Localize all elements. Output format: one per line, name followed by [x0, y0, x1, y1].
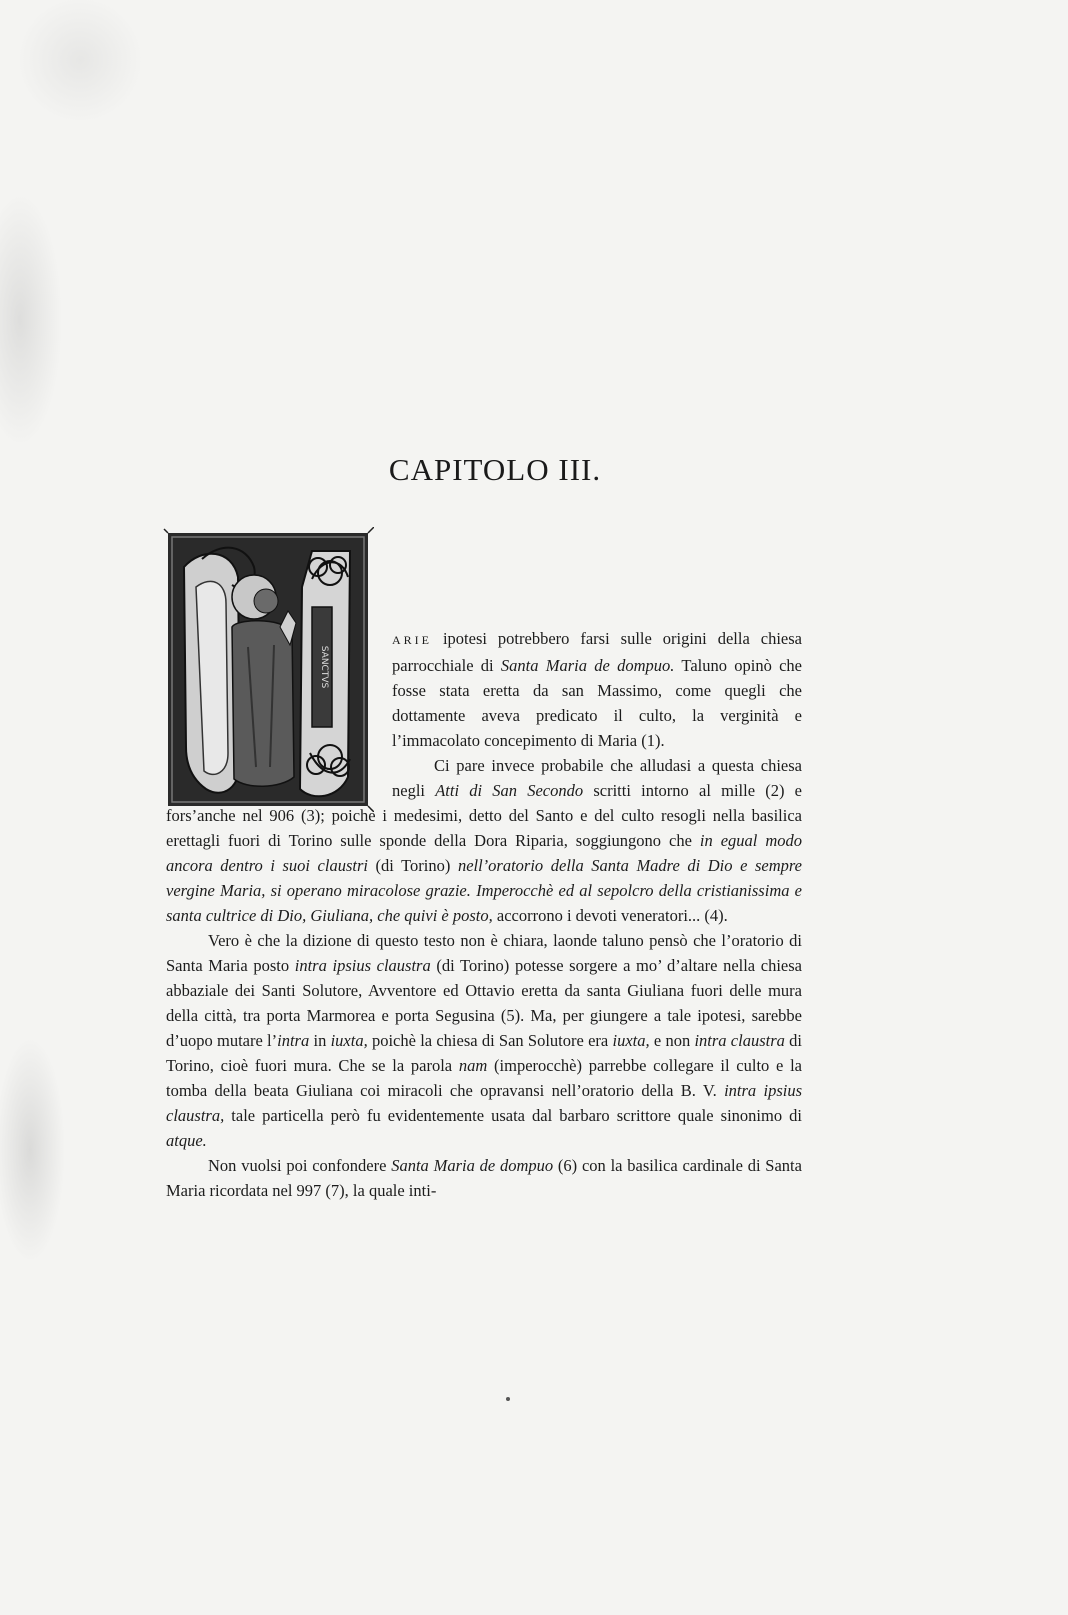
- paragraph: [166, 1153, 802, 1203]
- text-run: di Torino, cioè fuori mura. Che se la parola: [166, 1031, 802, 1075]
- body-text: [166, 626, 802, 1203]
- text-run: poichè la chiesa di San Solutore era: [367, 1031, 613, 1050]
- italic-text: Santa Maria de dompuo: [391, 1156, 554, 1175]
- text-run: Ci pare invece probabile che alludasi a questa chiesa negli: [392, 756, 802, 800]
- chapter-title: CAPITOLO III.: [388, 452, 602, 487]
- italic-text: iuxta,: [330, 1031, 368, 1050]
- italic-text: Santa Maria de dompuo.: [500, 656, 675, 675]
- text-run: tale particella però fu evidentemente usata dal barbaro scrittore quale sinonimo di: [224, 1106, 802, 1125]
- paragraph: [166, 928, 802, 1153]
- text-run: in: [309, 1031, 331, 1050]
- text-run: (di Torino): [367, 856, 458, 875]
- italic-text: nam: [458, 1056, 488, 1075]
- page-speck: [506, 1397, 510, 1401]
- text-run: (di Torino) potesse sorgere a mo’ d’altare nella chiesa abbaziale dei Santi Solutore, Avventore ed Ottavio eretta da santa Giuliana fuori delle mura della città, tra porta Marmorea e porta Segusina (5). Ma, per giungere a tale ipotesi, sarebbe d’uopo mutare l’: [166, 956, 803, 1050]
- italic-text: intra claustra: [694, 1031, 785, 1050]
- text-run: e non: [649, 1031, 695, 1050]
- small-caps-text: ARIE: [392, 633, 432, 647]
- italic-text: iuxta,: [612, 1031, 650, 1050]
- text-run: accorrono i devoti veneratori... (4).: [492, 906, 728, 925]
- text-run: Vero è che la dizione di questo testo non è chiara, laonde taluno pensò che l’oratorio di Santa Maria posto: [166, 931, 802, 975]
- text-run: scritti intorno al mille (2) e fors’anche nel 906 (3); poichè i medesimi, detto del Santo e del culto resogli nella basilica erettagli fuori di Torino sulle sponde della Dora Riparia, soggiungono che: [166, 781, 802, 850]
- text-run: Non vuolsi poi confondere: [208, 1156, 392, 1175]
- italic-text: intra: [277, 1031, 310, 1050]
- italic-text: Atti di San Secondo: [435, 781, 584, 800]
- italic-text: nell’oratorio della Santa Madre di Dio e sempre vergine Maria, si operano miracolose grazie. Imperocchè ed al sepolcro della cristianissima e santa cultrice di Dio, Giuliana, che quivi è posto,: [166, 856, 803, 925]
- text-run: Taluno opinò che fosse stata eretta da san Massimo, come quegli che dottamente aveva predicato il culto, la verginità e l’immacolato concepimento di Maria (1).: [392, 656, 802, 750]
- svg-text:SANCTVS: SANCTVS: [319, 645, 329, 689]
- text-run: (imperocchè) parrebbe collegare il culto e la tomba della beata Giuliana coi miracoli che opravansi nell’oratorio della B. V.: [166, 1056, 803, 1100]
- italic-text: in egual modo ancora dentro i suoi claustri: [166, 831, 802, 875]
- italic-text: atque.: [166, 1131, 207, 1150]
- italic-text: intra ipsius claustra: [294, 956, 431, 975]
- text-run: (6) con la basilica cardinale di Santa Maria ricordata nel 997 (7), la quale inti-: [166, 1156, 802, 1200]
- text-run: ipotesi potrebbero farsi sulle origini della chiesa parrocchiale di: [392, 629, 802, 675]
- italic-text: intra ipsius claustra,: [166, 1081, 803, 1125]
